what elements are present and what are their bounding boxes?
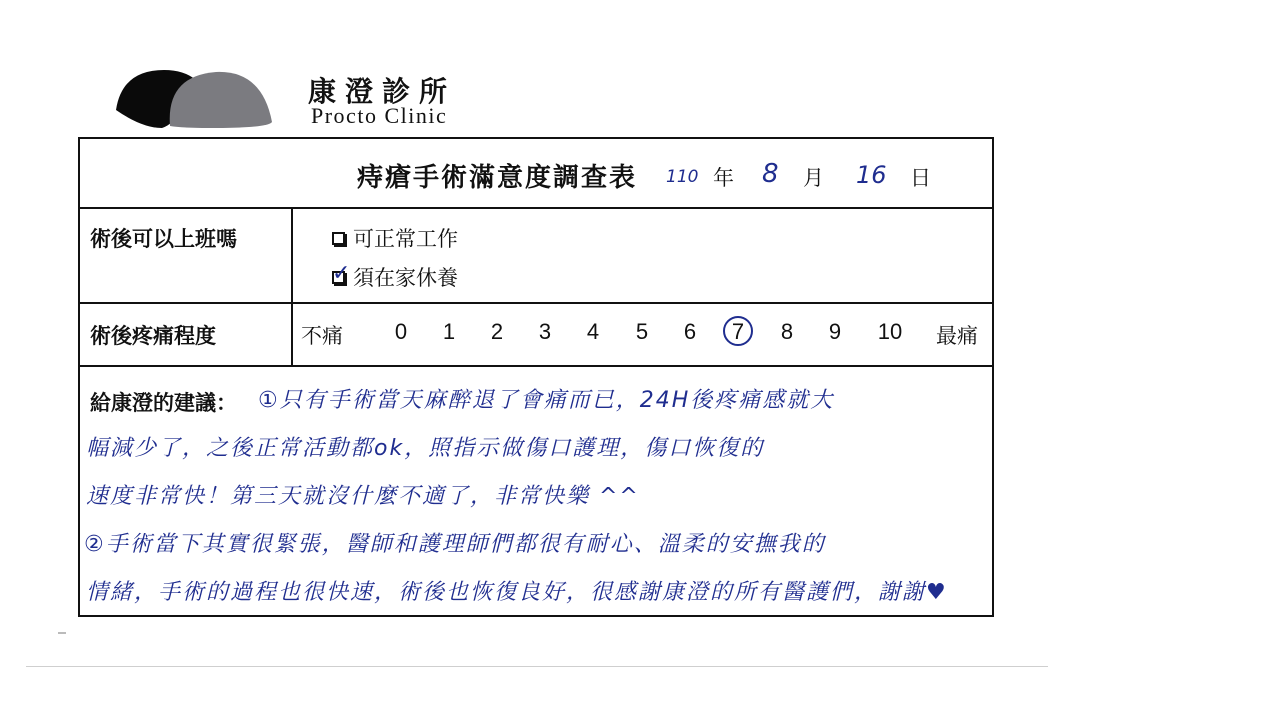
date-year-label: 年: [713, 166, 734, 190]
suggestion-line: 速度非常快！第三天就沒什麼不適了，非常快樂 ^^: [86, 484, 640, 509]
checkbox-checked-icon[interactable]: [332, 260, 351, 286]
suggestion-line: 幅減少了，之後正常活動都ok，照指示做傷口護理，傷口恢復的: [86, 436, 765, 461]
date-day-label: 日: [910, 166, 931, 190]
pain-scale-5[interactable]: 5: [635, 319, 649, 344]
checkmark-icon: ✓: [332, 260, 351, 286]
suggestion-line: ②手術當下其實很緊張，醫師和護理師們都很有耐心、溫柔的安撫我的: [84, 532, 826, 557]
scan-mark: [58, 632, 66, 634]
pain-scale-6[interactable]: 6: [683, 319, 697, 344]
suggestion-label: 給康澄的建議：: [90, 391, 237, 415]
option-normal-work[interactable]: [332, 223, 458, 253]
clinic-name-chinese: 康澄診所: [308, 75, 457, 108]
work-question-label: 術後可以上班嗎: [90, 227, 237, 251]
scan-edge-line: [26, 666, 1048, 667]
suggestion-line: ①只有手術當天麻醉退了會痛而已，24H後疼痛感就大: [258, 388, 835, 413]
suggestion-line: 情緒，手術的過程也很快速，術後也恢復良好，很感謝康澄的所有醫護們，謝謝♥: [86, 580, 948, 605]
clinic-name-english: Procto Clinic: [311, 103, 448, 128]
survey-form: [78, 137, 994, 617]
date-month-value: 8: [762, 159, 779, 189]
pain-min-label: 不痛: [301, 324, 343, 348]
pain-question-row: [80, 302, 992, 367]
pain-scale-4[interactable]: 4: [586, 319, 600, 344]
pain-scale-8[interactable]: 8: [780, 319, 794, 344]
pain-scale-3[interactable]: 3: [538, 319, 552, 344]
pain-question-label: 術後疼痛程度: [90, 324, 216, 348]
option-rest-at-home[interactable]: [332, 262, 458, 292]
pain-scale-7[interactable]: 7: [731, 319, 745, 344]
pain-scale-1[interactable]: 1: [442, 319, 456, 344]
date-year-value: 110: [666, 167, 699, 187]
date-month-label: 月: [803, 166, 824, 190]
pain-max-label: 最痛: [936, 324, 978, 348]
work-question-row: [80, 207, 992, 304]
pain-scale-2[interactable]: 2: [490, 319, 504, 344]
pain-scale-9[interactable]: 9: [828, 319, 842, 344]
date-day-value: 16: [856, 161, 887, 189]
checkbox-icon[interactable]: [332, 232, 345, 245]
column-divider: [291, 207, 293, 367]
option-normal-work-label: 可正常工作: [353, 227, 458, 251]
clinic-logo-icon: [112, 68, 277, 130]
option-rest-at-home-label: 須在家休養: [353, 266, 458, 290]
pain-scale-10[interactable]: 10: [877, 319, 903, 344]
pain-scale-0[interactable]: 0: [394, 319, 408, 344]
form-title: 痔瘡手術滿意度調查表: [357, 163, 638, 193]
form-title-row: [80, 139, 992, 209]
